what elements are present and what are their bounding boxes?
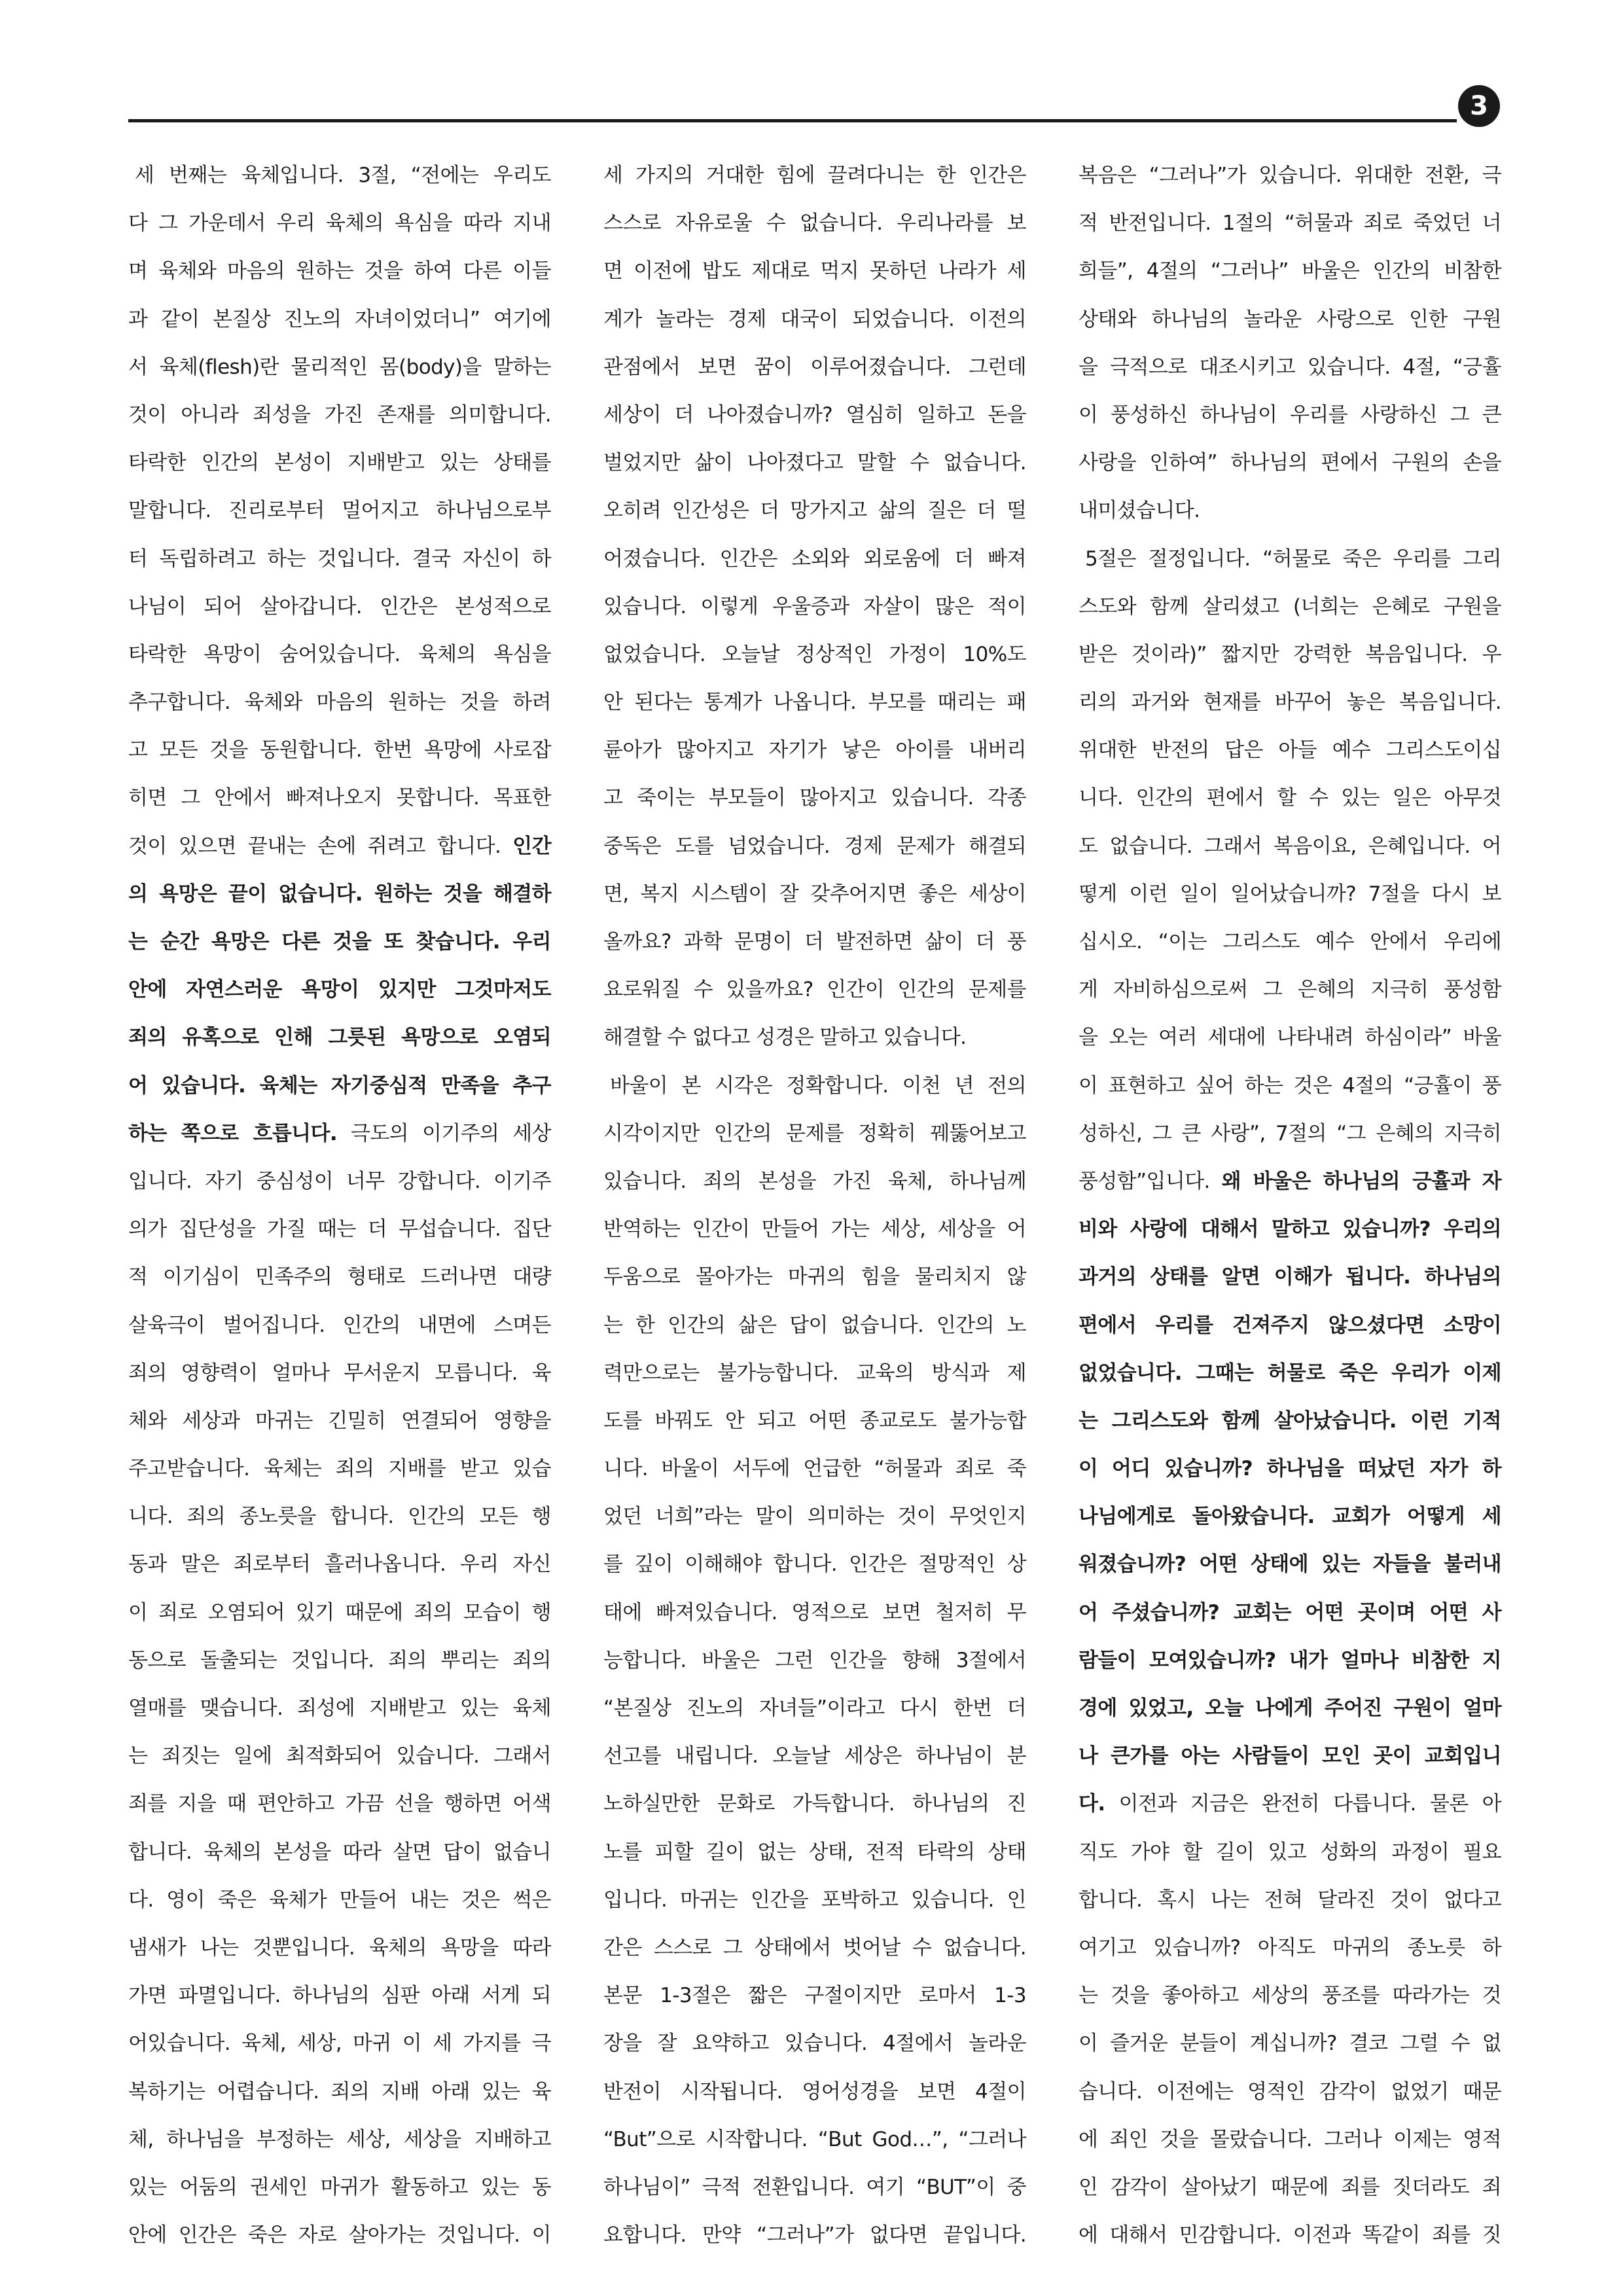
bold-run: 하는 쪽으로 흐릅니다. xyxy=(128,1121,338,1145)
text-line xyxy=(1079,1493,1501,1541)
text-line xyxy=(1079,918,1501,966)
text-line xyxy=(128,487,551,535)
text-run: 복음은 “그러나”가 있습니다. 위대한 전환, 극 xyxy=(1079,164,1501,187)
text-line xyxy=(603,1924,1026,1972)
text-line xyxy=(1079,152,1501,200)
text-run: 직도 가야 할 길이 있고 성화의 과정이 필요 xyxy=(1079,1840,1501,1864)
text-line xyxy=(1079,966,1501,1014)
text-line xyxy=(128,823,551,870)
text-line xyxy=(1079,1062,1501,1110)
text-line xyxy=(1079,1541,1501,1588)
text-line xyxy=(1079,2116,1501,2164)
text-line xyxy=(1079,487,1501,535)
text-line xyxy=(603,2116,1026,2164)
text-line xyxy=(603,1302,1026,1350)
text-run: 을 극적으로 대조시키고 있습니다. 4절, “긍휼 xyxy=(1079,355,1501,379)
text-run: 바울이 본 시각은 정확합니다. 이천 년 전의 xyxy=(610,1073,1026,1098)
text-line xyxy=(128,2212,551,2259)
text-line xyxy=(128,726,551,774)
text-line xyxy=(1079,535,1501,583)
bold-run: 없었습니다. 그때는 허물로 죽은 우리가 이제 xyxy=(1079,1361,1501,1385)
text-run: 요합니다. 만약 “그러나”가 없다면 끝입니다. xyxy=(603,2223,1026,2248)
text-line xyxy=(1079,247,1501,295)
text-line xyxy=(1079,200,1501,247)
text-line xyxy=(128,774,551,822)
text-line xyxy=(603,1972,1026,2020)
text-run: 여기고 있습니까? 아직도 마귀의 종노릇 하 xyxy=(1079,1935,1501,1960)
text-line xyxy=(128,918,551,966)
text-line xyxy=(1079,1158,1501,1206)
text-run: 는 죄짓는 일에 최적화되어 있습니다. 그래서 xyxy=(128,1744,551,1768)
text-run: 것이 있으면 끝내는 손에 쥐려고 합니다. xyxy=(128,834,513,858)
text-line xyxy=(1079,1589,1501,1637)
text-run: 타락한 욕망이 숨어있습니다. 육체의 욕심을 xyxy=(128,642,551,666)
text-run: 면 이전에 밥도 제대로 먹지 못하던 나라가 세 xyxy=(603,259,1026,283)
bold-run: 왜 바울은 하나님의 긍휼과 자 xyxy=(1221,1169,1502,1193)
text-line xyxy=(1079,1780,1501,1828)
text-line xyxy=(1079,439,1501,487)
text-line xyxy=(128,1206,551,1253)
bold-run: 죄의 유혹으로 인해 그릇된 욕망으로 오염되 xyxy=(128,1026,551,1050)
text-run: 있는 어둠의 권세인 마귀가 활동하고 있는 동 xyxy=(128,2175,551,2199)
text-run: 어졌습니다. 인간은 소외와 외로움에 더 빠져 xyxy=(603,547,1026,571)
text-run: 5절은 절정입니다. “허물로 죽은 우리를 그리 xyxy=(1085,547,1501,571)
text-run: 체와 세상과 마귀는 긴밀히 연결되어 영향을 xyxy=(128,1408,551,1433)
text-line xyxy=(603,1397,1026,1445)
text-run: 를 깊이 이해해야 합니다. 인간은 절망적인 상 xyxy=(603,1552,1026,1577)
text-run: 것이 아니라 죄성을 가진 존재를 의미합니다. xyxy=(128,403,551,427)
text-run: 어있습니다. 육체, 세상, 마귀 이 세 가지를 극 xyxy=(128,2032,551,2056)
text-line xyxy=(128,1014,551,1062)
text-run: 리의 과거와 현재를 바꾸어 놓은 복음입니다. xyxy=(1079,691,1501,715)
text-line xyxy=(128,152,551,200)
text-run: 는 한 인간의 삶은 답이 없습니다. 인간의 노 xyxy=(603,1313,1026,1337)
text-line xyxy=(128,535,551,583)
text-run: 올까요? 과학 문명이 더 발전하면 삶이 더 풍 xyxy=(603,930,1026,954)
text-line xyxy=(1079,774,1501,822)
text-run: 본문 1-3절은 짧은 구절이지만 로마서 1-3 xyxy=(603,1984,1026,2008)
text-run: 사랑을 인하여” 하나님의 편에서 구원의 손을 xyxy=(1079,451,1501,475)
header-rule xyxy=(128,119,1457,122)
text-line xyxy=(603,487,1026,535)
bold-run: 어 주셨습니까? 교회는 어떤 곳이며 어떤 사 xyxy=(1079,1600,1501,1624)
text-run: 에 죄인 것을 몰랐습니다. 그러나 이제는 영적 xyxy=(1079,2127,1501,2151)
text-run: 중독은 도를 넘었습니다. 경제 문제가 해결되 xyxy=(603,834,1026,858)
text-run: 었던 너희”라는 말이 의미하는 것이 무엇인지 xyxy=(603,1505,1026,1529)
text-line xyxy=(128,1732,551,1780)
text-line xyxy=(1079,1206,1501,1253)
text-line xyxy=(603,439,1026,487)
text-run: 시각이지만 인간의 문제를 정확히 꿰뚫어보고 xyxy=(603,1121,1026,1145)
text-run: 해결할 수 없다고 성경은 말하고 있습니다. xyxy=(603,1026,967,1050)
text-run: 도를 바꿔도 안 되고 어떤 종교로도 불가능합 xyxy=(603,1408,1026,1433)
text-run: 륜아가 많아지고 자기가 낳은 아이를 내버리 xyxy=(603,738,1026,762)
article-body xyxy=(128,152,1503,2248)
text-run: 합니다. 혹시 나는 전혀 달라진 것이 없다고 xyxy=(1079,1888,1501,1912)
text-run: 입니다. 마귀는 인간을 포박하고 있습니다. 인 xyxy=(603,1888,1026,1912)
text-run: 면, 복지 시스템이 잘 갖추어지면 좋은 세상이 xyxy=(603,882,1026,906)
text-run: 노하실만한 문화로 가득합니다. 하나님의 진 xyxy=(603,1792,1026,1816)
text-run: 니다. 죄의 종노릇을 합니다. 인간의 모든 행 xyxy=(128,1505,551,1529)
column-3 xyxy=(1079,152,1502,2248)
text-run: 과 같이 본질상 진노의 자녀이었더니” 여기에 xyxy=(128,307,551,331)
text-run: 게 자비하심으로써 그 은혜의 지극히 풍성함 xyxy=(1079,978,1501,1002)
text-line xyxy=(603,2020,1026,2068)
text-run: 력만으로는 불가능합니다. 교육의 방식과 제 xyxy=(603,1361,1026,1385)
text-run: “But”으로 시작합니다. “But God…”, “그러나 xyxy=(603,2127,1026,2151)
bold-run: 인간 xyxy=(512,834,551,858)
text-run: 동과 말은 죄로부터 흘러나옵니다. 우리 자신 xyxy=(128,1552,551,1577)
text-run: 십시오. “이는 그리스도 예수 안에서 우리에 xyxy=(1079,930,1501,954)
text-run: 능합니다. 바울은 그런 인간을 향해 3절에서 xyxy=(603,1648,1026,1672)
text-run: 받은 것이라)” 짧지만 강력한 복음입니다. 우 xyxy=(1079,642,1501,666)
text-run: 의가 집단성을 가질 때는 더 무섭습니다. 집단 xyxy=(128,1217,551,1242)
text-line xyxy=(128,1685,551,1732)
text-run: 타락한 인간의 본성이 지배받고 있는 상태를 xyxy=(128,451,551,475)
text-run: 에 대해서 민감합니다. 이전과 똑같이 죄를 짓 xyxy=(1079,2223,1501,2248)
text-line xyxy=(1079,1829,1501,1876)
text-run: 열매를 맺습니다. 죄성에 지배받고 있는 육체 xyxy=(128,1696,551,1720)
text-line xyxy=(1079,1110,1501,1158)
text-line xyxy=(1079,823,1501,870)
text-line xyxy=(128,1972,551,2020)
text-run: 선고를 내립니다. 오늘날 세상은 하나님이 분 xyxy=(603,1744,1026,1768)
bold-run: 나 큰가를 아는 사람들이 모인 곳이 교회입니 xyxy=(1079,1744,1501,1768)
text-line xyxy=(603,1637,1026,1685)
text-run: 오히려 인간성은 더 망가지고 삶의 질은 더 떨 xyxy=(603,499,1026,523)
bold-run: 나님에게로 돌아왔습니다. 교회가 어떻게 세 xyxy=(1079,1505,1501,1529)
text-line xyxy=(128,200,551,247)
text-run: 내미셨습니다. xyxy=(1079,499,1200,523)
bold-run: 람들이 모여있습니까? 내가 얼마나 비참한 지 xyxy=(1079,1648,1501,1672)
text-run: 는 것을 좋아하고 세상의 풍조를 따라가는 것 xyxy=(1079,1984,1501,2008)
text-line xyxy=(1079,1397,1501,1445)
text-run: 반전이 시작됩니다. 영어성경을 보면 4절이 xyxy=(603,2079,1026,2104)
text-run: 노를 피할 길이 없는 상태, 전적 타락의 상태 xyxy=(603,1840,1026,1864)
text-line xyxy=(603,2212,1026,2259)
text-run: 요로워질 수 있을까요? 인간이 인간의 문제를 xyxy=(603,978,1026,1002)
text-line xyxy=(603,1685,1026,1732)
column-1 xyxy=(128,152,551,2248)
bold-run: 안에 자연스러운 욕망이 있지만 그것마저도 xyxy=(128,978,551,1002)
text-run: 습니다. 이전에는 영적인 감각이 없었기 때문 xyxy=(1079,2079,1501,2104)
text-run: 다. 영이 죽은 육체가 만들어 내는 것은 썩은 xyxy=(128,1888,551,1912)
text-line xyxy=(603,200,1026,247)
text-line xyxy=(128,870,551,918)
text-line xyxy=(1079,2020,1501,2068)
bold-run: 의 욕망은 끝이 없습니다. 원하는 것을 해결하 xyxy=(128,882,551,906)
text-run: 냄새가 나는 것뿐입니다. 육체의 욕망을 따라 xyxy=(128,1935,551,1960)
text-run: 터 독립하려고 하는 것입니다. 결국 자신이 하 xyxy=(128,547,551,571)
bold-run: 는 순간 욕망은 다른 것을 또 찾습니다. 우리 xyxy=(128,930,551,954)
text-line xyxy=(1079,391,1501,439)
text-run: 벌었지만 삶이 나아졌다고 말할 수 없습니다. xyxy=(603,451,1026,475)
text-line xyxy=(128,1253,551,1301)
text-line xyxy=(128,966,551,1014)
text-line xyxy=(603,631,1026,679)
text-line xyxy=(1079,1350,1501,1397)
text-run: 죄를 지을 때 편안하고 가끔 선을 행하면 어색 xyxy=(128,1792,551,1816)
bold-run: 비와 사랑에 대해서 말하고 있습니까? 우리의 xyxy=(1079,1217,1501,1242)
text-run: 이전과 지금은 완전히 다릅니다. 물론 아 xyxy=(1105,1792,1501,1816)
text-run: 떻게 이런 일이 일어났습니까? 7절을 다시 보 xyxy=(1079,882,1501,906)
text-line xyxy=(603,2068,1026,2116)
text-run: 하나님이” 극적 전환입니다. 여기 “BUT”이 중 xyxy=(603,2175,1026,2199)
text-line xyxy=(1079,1972,1501,2020)
text-run: 을 오는 여러 세대에 나타내려 하심이라” 바울 xyxy=(1079,1026,1501,1050)
text-line xyxy=(603,918,1026,966)
text-line xyxy=(128,1589,551,1637)
text-line xyxy=(603,1158,1026,1206)
text-line xyxy=(128,1158,551,1206)
text-line xyxy=(1079,1732,1501,1780)
text-run: 이 죄로 오염되어 있기 때문에 죄의 모습이 행 xyxy=(128,1600,551,1624)
text-line xyxy=(128,1829,551,1876)
text-line xyxy=(128,2068,551,2116)
text-run: 스도와 함께 살리셨고 (너희는 은혜로 구원을 xyxy=(1079,594,1501,619)
text-run: 풍성함”입니다. xyxy=(1079,1169,1222,1193)
text-run: 이 즐거운 분들이 계십니까? 결코 그럴 수 없 xyxy=(1079,2032,1501,2056)
text-run: 다 그 가운데서 우리 육체의 욕심을 따라 지내 xyxy=(128,211,551,236)
text-line xyxy=(128,1780,551,1828)
text-run: 체, 하나님을 부정하는 세상, 세상을 지배하고 xyxy=(128,2127,551,2151)
text-line xyxy=(128,631,551,679)
text-run: 며 육체와 마음의 원하는 것을 하여 다른 이들 xyxy=(128,259,551,283)
text-line xyxy=(128,439,551,487)
text-run: 말합니다. 진리로부터 멀어지고 하나님으로부 xyxy=(128,499,551,523)
text-line xyxy=(1079,583,1501,631)
text-line xyxy=(603,679,1026,726)
text-run: 서 육체(flesh)란 물리적인 몸(body)을 말하는 xyxy=(128,355,551,379)
bold-run: 과거의 상태를 알면 이해가 됩니다. 하나님의 xyxy=(1079,1265,1501,1289)
text-line xyxy=(603,535,1026,583)
text-line xyxy=(603,1780,1026,1828)
text-run: 합니다. 육체의 본성을 따라 살면 답이 없습니 xyxy=(128,1840,551,1864)
text-line xyxy=(1079,344,1501,391)
text-run: 위대한 반전의 답은 아들 예수 그리스도이십 xyxy=(1079,738,1501,762)
text-line xyxy=(603,1206,1026,1253)
text-line xyxy=(1079,631,1501,679)
text-line xyxy=(1079,1637,1501,1685)
text-line xyxy=(603,1110,1026,1158)
text-line xyxy=(1079,296,1501,344)
text-run: 상태와 하나님의 놀라운 사랑으로 인한 구원 xyxy=(1079,307,1501,331)
text-run: 고 모든 것을 동원합니다. 한번 욕망에 사로잡 xyxy=(128,738,551,762)
text-line xyxy=(1079,1302,1501,1350)
text-line xyxy=(1079,1685,1501,1732)
text-run: 계가 놀라는 경제 대국이 되었습니다. 이전의 xyxy=(603,307,1026,331)
text-run: 반역하는 인간이 만들어 가는 세상, 세상을 어 xyxy=(603,1217,1026,1242)
text-run: 죄의 영향력이 얼마나 무서운지 모릅니다. 육 xyxy=(128,1361,551,1385)
text-line xyxy=(603,774,1026,822)
text-line xyxy=(128,2020,551,2068)
text-run: 성하신, 그 큰 사랑”, 7절의 “그 은혜의 지극히 xyxy=(1079,1121,1501,1145)
text-line xyxy=(603,152,1026,200)
text-line xyxy=(128,1110,551,1158)
text-line xyxy=(603,247,1026,295)
text-run: 없었습니다. 오늘날 정상적인 가정이 10%도 xyxy=(603,642,1026,666)
text-line xyxy=(128,1924,551,1972)
text-run: 있습니다. 이렇게 우울증과 자살이 많은 적이 xyxy=(603,594,1026,619)
text-run: 적 이기심이 민족주의 형태로 드러나면 대량 xyxy=(128,1265,551,1289)
text-line xyxy=(1079,2068,1501,2116)
text-line xyxy=(1079,870,1501,918)
text-run: 이 표현하고 싶어 하는 것은 4절의 “긍휼이 풍 xyxy=(1079,1073,1501,1098)
text-line xyxy=(1079,1253,1501,1301)
text-run: 극도의 이기주의 세상 xyxy=(337,1121,551,1145)
text-line xyxy=(603,391,1026,439)
text-run: 두움으로 몰아가는 마귀의 힘을 물리치지 않 xyxy=(603,1265,1026,1289)
text-run: 주고받습니다. 육체는 죄의 지배를 받고 있습 xyxy=(128,1457,551,1481)
text-run: 태에 빠져있습니다. 영적으로 보면 철저히 무 xyxy=(603,1600,1026,1624)
text-run: 있습니다. 죄의 본성을 가진 육체, 하나님께 xyxy=(603,1169,1026,1193)
text-line xyxy=(128,1876,551,1924)
text-line xyxy=(1079,679,1501,726)
text-run: 추구합니다. 육체와 마음의 원하는 것을 하려 xyxy=(128,691,551,715)
text-run: 인 감각이 살아났기 때문에 죄를 짓더라도 죄 xyxy=(1079,2175,1501,2199)
text-line xyxy=(603,1829,1026,1876)
column-2 xyxy=(603,152,1026,2248)
text-line xyxy=(603,1445,1026,1493)
text-run: 가면 파멸입니다. 하나님의 심판 아래 서게 되 xyxy=(128,1984,551,2008)
text-run: 동으로 돌출되는 것입니다. 죄의 뿌리는 죄의 xyxy=(128,1648,551,1672)
text-line xyxy=(128,1397,551,1445)
bold-run: 경에 있었고, 오늘 나에게 주어진 구원이 얼마 xyxy=(1079,1696,1501,1720)
text-line xyxy=(603,726,1026,774)
bold-run: 는 그리스도와 함께 살아났습니다. 이런 기적 xyxy=(1079,1408,1501,1433)
bold-run: 워졌습니까? 어떤 상태에 있는 자들을 불러내 xyxy=(1079,1552,1501,1577)
text-line xyxy=(603,2164,1026,2212)
text-line xyxy=(128,1302,551,1350)
text-line xyxy=(1079,1876,1501,1924)
text-run: 안에 인간은 죽은 자로 살아가는 것입니다. 이 xyxy=(128,2223,551,2248)
text-line xyxy=(1079,1445,1501,1493)
text-line xyxy=(603,1253,1026,1301)
text-run: 니다. 인간의 편에서 할 수 있는 일은 아무것 xyxy=(1079,786,1501,810)
text-line xyxy=(603,870,1026,918)
text-line xyxy=(1079,1014,1501,1062)
text-run: “본질상 진노의 자녀들”이라고 다시 한번 더 xyxy=(603,1696,1026,1720)
text-line xyxy=(128,2116,551,2164)
bold-run: 이 어디 있습니까? 하나님을 떠났던 자가 하 xyxy=(1079,1457,1501,1481)
text-run: 입니다. 자기 중심성이 너무 강합니다. 이기주 xyxy=(128,1169,551,1193)
text-run: 관점에서 보면 꿈이 이루어졌습니다. 그런데 xyxy=(603,355,1026,379)
text-line xyxy=(603,1493,1026,1541)
text-run: 세 가지의 거대한 힘에 끌려다니는 한 인간은 xyxy=(603,164,1026,187)
text-line xyxy=(128,1637,551,1685)
text-line xyxy=(603,1350,1026,1397)
text-line xyxy=(603,1732,1026,1780)
bold-run: 편에서 우리를 건져주지 않으셨다면 소망이 xyxy=(1079,1313,1501,1337)
text-line xyxy=(128,1493,551,1541)
text-line xyxy=(128,2164,551,2212)
text-line xyxy=(128,679,551,726)
text-line xyxy=(603,1062,1026,1110)
bold-run: 어 있습니다. 육체는 자기중심적 만족을 추구 xyxy=(128,1073,551,1098)
text-run: 희들”, 4절의 “그러나” 바울은 인간의 비참한 xyxy=(1079,259,1501,283)
text-line xyxy=(603,583,1026,631)
text-line xyxy=(128,296,551,344)
text-run: 복하기는 어렵습니다. 죄의 지배 아래 있는 육 xyxy=(128,2079,551,2104)
text-line xyxy=(603,1014,1026,1062)
text-line xyxy=(1079,1924,1501,1972)
text-run: 세상이 더 나아졌습니까? 열심히 일하고 돈을 xyxy=(603,403,1026,427)
text-line xyxy=(128,1541,551,1588)
text-line xyxy=(603,344,1026,391)
text-line xyxy=(603,1589,1026,1637)
text-run: 도 없습니다. 그래서 복음이요, 은혜입니다. 어 xyxy=(1079,834,1501,858)
text-line xyxy=(128,583,551,631)
text-line xyxy=(1079,2164,1501,2212)
text-line xyxy=(128,247,551,295)
text-line xyxy=(128,1445,551,1493)
text-run: 적 반전입니다. 1절의 “허물과 죄로 죽었던 너 xyxy=(1079,211,1501,236)
text-run: 스스로 자유로울 수 없습니다. 우리나라를 보 xyxy=(603,211,1026,236)
text-line xyxy=(128,1062,551,1110)
text-run: 세 번째는 육체입니다. 3절, “전에는 우리도 xyxy=(135,164,551,187)
text-run: 고 죽이는 부모들이 많아지고 있습니다. 각종 xyxy=(603,786,1026,810)
text-run: 장을 잘 요약하고 있습니다. 4절에서 놀라운 xyxy=(603,2032,1026,2056)
text-line xyxy=(603,1541,1026,1588)
text-line xyxy=(128,1350,551,1397)
text-run: 니다. 바울이 서두에 언급한 “허물과 죄로 죽 xyxy=(603,1457,1026,1481)
text-line xyxy=(128,391,551,439)
text-line xyxy=(603,296,1026,344)
bold-run: 다. xyxy=(1079,1792,1105,1816)
text-line xyxy=(1079,726,1501,774)
text-line xyxy=(603,1876,1026,1924)
text-line xyxy=(128,344,551,391)
text-run: 안 된다는 통계가 나옵니다. 부모를 때리는 패 xyxy=(603,691,1026,715)
text-line xyxy=(1079,2212,1501,2259)
text-run: 나님이 되어 살아갑니다. 인간은 본성적으로 xyxy=(128,594,551,619)
text-run: 히면 그 안에서 빠져나오지 못합니다. 목표한 xyxy=(128,786,551,810)
text-run: 살육극이 벌어집니다. 인간의 내면에 스며든 xyxy=(128,1313,551,1337)
page-number-badge: 3 xyxy=(1458,85,1500,127)
text-line xyxy=(603,823,1026,870)
text-run: 이 풍성하신 하나님이 우리를 사랑하신 그 큰 xyxy=(1079,403,1501,427)
text-line xyxy=(603,966,1026,1014)
text-run: 간은 스스로 그 상태에서 벗어날 수 없습니다. xyxy=(603,1935,1026,1960)
